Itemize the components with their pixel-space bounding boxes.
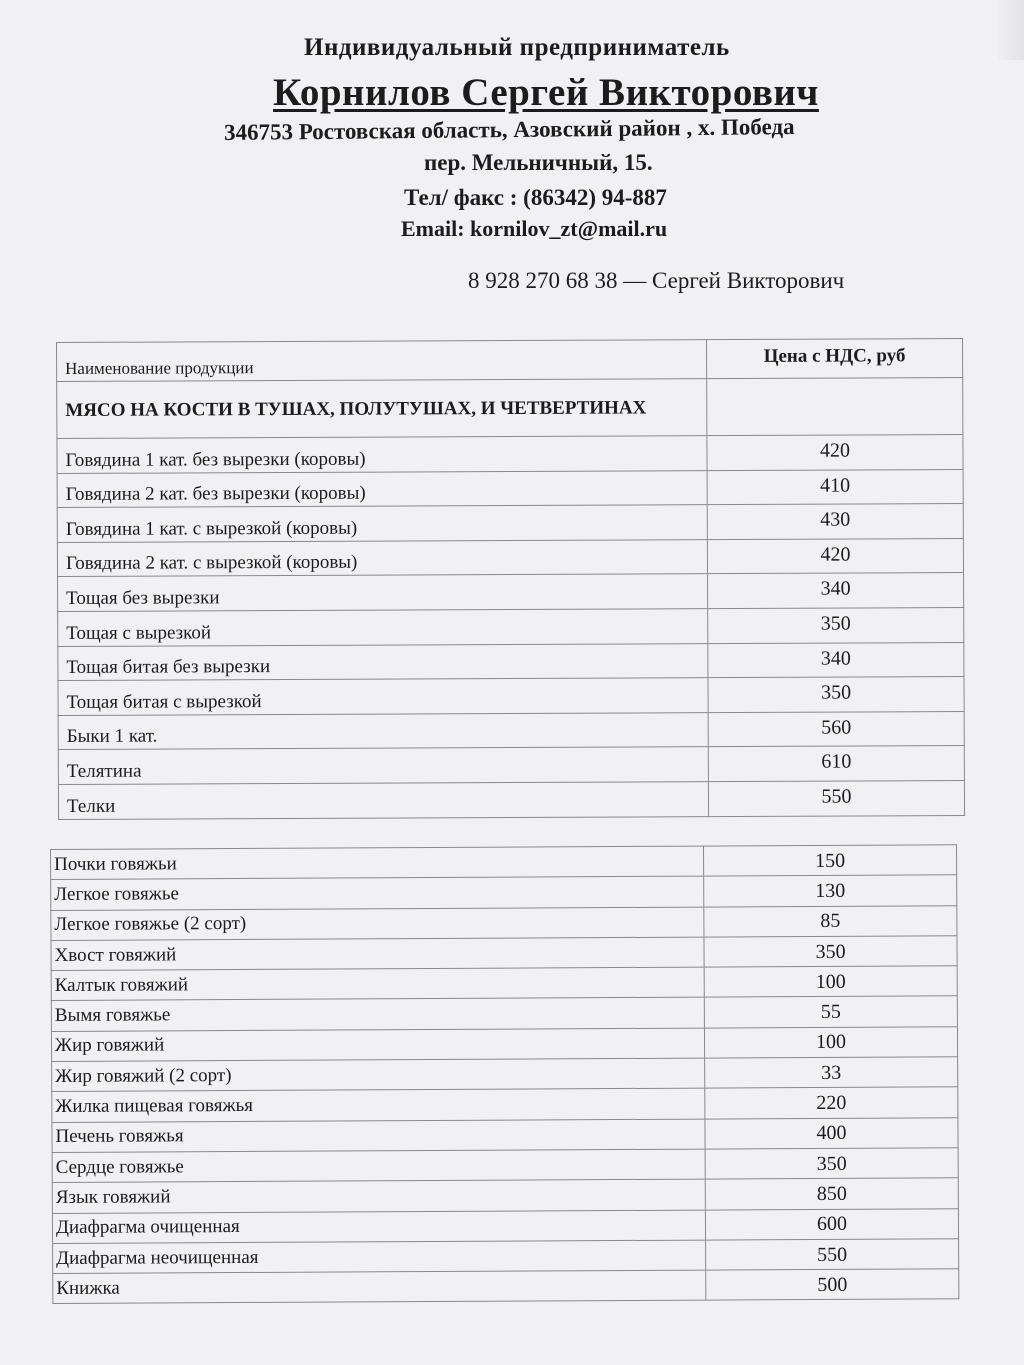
product-price: 350 <box>708 677 964 713</box>
product-name: Язык говяжий <box>52 1179 705 1213</box>
product-name: Жир говяжий <box>51 1028 704 1062</box>
product-price: 100 <box>704 1027 957 1059</box>
product-price: 500 <box>706 1269 959 1301</box>
product-name: Телки <box>58 782 708 819</box>
product-price: 420 <box>707 538 963 574</box>
price-table-offal <box>50 844 959 1304</box>
product-price: 350 <box>708 608 964 644</box>
entrepreneur-title: Индивидуальный предприниматель <box>304 34 730 61</box>
product-price: 560 <box>708 711 964 747</box>
table-row <box>52 1117 958 1152</box>
product-name: Легкое говяжье <box>51 876 704 910</box>
product-price: 340 <box>708 642 964 678</box>
section-row <box>57 378 963 439</box>
table-row <box>51 936 957 971</box>
table-row <box>51 845 957 880</box>
price-table-carcass <box>56 338 965 819</box>
document-header <box>0 0 1024 320</box>
product-price: 220 <box>705 1087 958 1119</box>
product-name: Легкое говяжье (2 сорт) <box>51 907 704 941</box>
product-price: 850 <box>705 1178 958 1210</box>
product-price: 340 <box>708 573 964 609</box>
address-line-2: пер. Мельничный, 15. <box>424 150 653 175</box>
table-row <box>57 435 963 474</box>
product-price: 400 <box>705 1117 958 1149</box>
product-price: 100 <box>704 966 957 998</box>
product-name: Тощая без вырезки <box>58 574 708 611</box>
table-row <box>51 905 957 940</box>
section-title: МЯСО НА КОСТИ В ТУШАХ, ПОЛУТУШАХ, И ЧЕТВЕРТИНАХ <box>57 379 707 439</box>
product-price: 33 <box>705 1057 958 1089</box>
table-row <box>52 1057 958 1092</box>
table-row <box>53 1269 959 1304</box>
section-price-empty <box>707 378 963 436</box>
product-price: 410 <box>707 469 963 505</box>
table-row <box>57 469 963 508</box>
table-row <box>51 1027 957 1062</box>
product-price: 150 <box>703 845 956 877</box>
product-name: Книжка <box>53 1270 706 1304</box>
product-price: 350 <box>704 936 957 968</box>
product-name: Вымя говяжье <box>51 998 704 1032</box>
product-price: 130 <box>704 875 957 907</box>
product-price: 610 <box>708 746 964 782</box>
product-name: Диафрагма неочищенная <box>53 1240 706 1274</box>
product-name: Телятина <box>58 747 708 784</box>
product-name: Жилка пищевая говяжья <box>52 1088 705 1122</box>
email: Email: kornilov_zt@mail.ru <box>401 216 668 241</box>
product-price: 550 <box>708 780 964 816</box>
product-name: Говядина 1 кат. без вырезки (коровы) <box>57 436 707 473</box>
table-row <box>51 875 957 910</box>
table-row <box>52 1178 958 1213</box>
product-name: Хвост говяжий <box>51 937 704 971</box>
table-row <box>58 677 964 716</box>
product-name: Тощая с вырезкой <box>58 609 708 646</box>
product-name: Почки говяжьи <box>51 846 704 880</box>
product-name: Жир говяжий (2 сорт) <box>52 1058 705 1092</box>
table-row <box>57 504 963 543</box>
table-row <box>58 573 964 612</box>
table-row <box>52 1087 958 1122</box>
product-name: Говядина 1 кат. с вырезкой (коровы) <box>57 505 707 542</box>
product-price: 55 <box>704 996 957 1028</box>
entrepreneur-name: Корнилов Сергей Викторович <box>273 71 819 114</box>
table-row <box>51 966 957 1001</box>
phone-fax: Тел/ факс : (86342) 94-887 <box>404 185 667 210</box>
product-price: 85 <box>704 905 957 937</box>
table-row <box>51 996 957 1031</box>
product-name: Диафрагма очищенная <box>52 1210 705 1244</box>
table-row <box>57 538 963 577</box>
table-row <box>58 642 964 681</box>
table-header-row <box>57 339 963 382</box>
product-name: Быки 1 кат. <box>58 712 708 749</box>
product-name: Тощая битая с вырезкой <box>58 678 708 715</box>
product-price: 430 <box>707 504 963 540</box>
product-name: Калтык говяжий <box>51 967 704 1001</box>
table-row <box>58 711 964 750</box>
address-line-1: 346753 Ростовская область, Азовский район , х. Победа <box>223 114 795 145</box>
table-row <box>52 1208 958 1243</box>
product-name: Печень говяжья <box>52 1119 705 1153</box>
product-name: Тощая битая без вырезки <box>58 643 708 680</box>
contact-phone: 8 928 270 68 38 — Сергей Викторович <box>468 268 845 293</box>
product-name: Говядина 2 кат. с вырезкой (коровы) <box>57 539 707 576</box>
product-price: 550 <box>706 1239 959 1271</box>
table-row <box>53 1239 959 1274</box>
product-name: Говядина 2 кат. без вырезки (коровы) <box>57 470 707 507</box>
table-row <box>58 746 964 785</box>
column-header-price: Цена с НДС, руб <box>706 339 962 379</box>
product-price: 420 <box>707 435 963 471</box>
table-row <box>58 780 964 819</box>
table-row <box>58 608 964 647</box>
product-price: 600 <box>705 1208 958 1240</box>
column-header-name: Наименование продукции <box>57 340 707 382</box>
product-price: 350 <box>705 1148 958 1180</box>
table-row <box>52 1148 958 1183</box>
product-name: Сердце говяжье <box>52 1149 705 1183</box>
